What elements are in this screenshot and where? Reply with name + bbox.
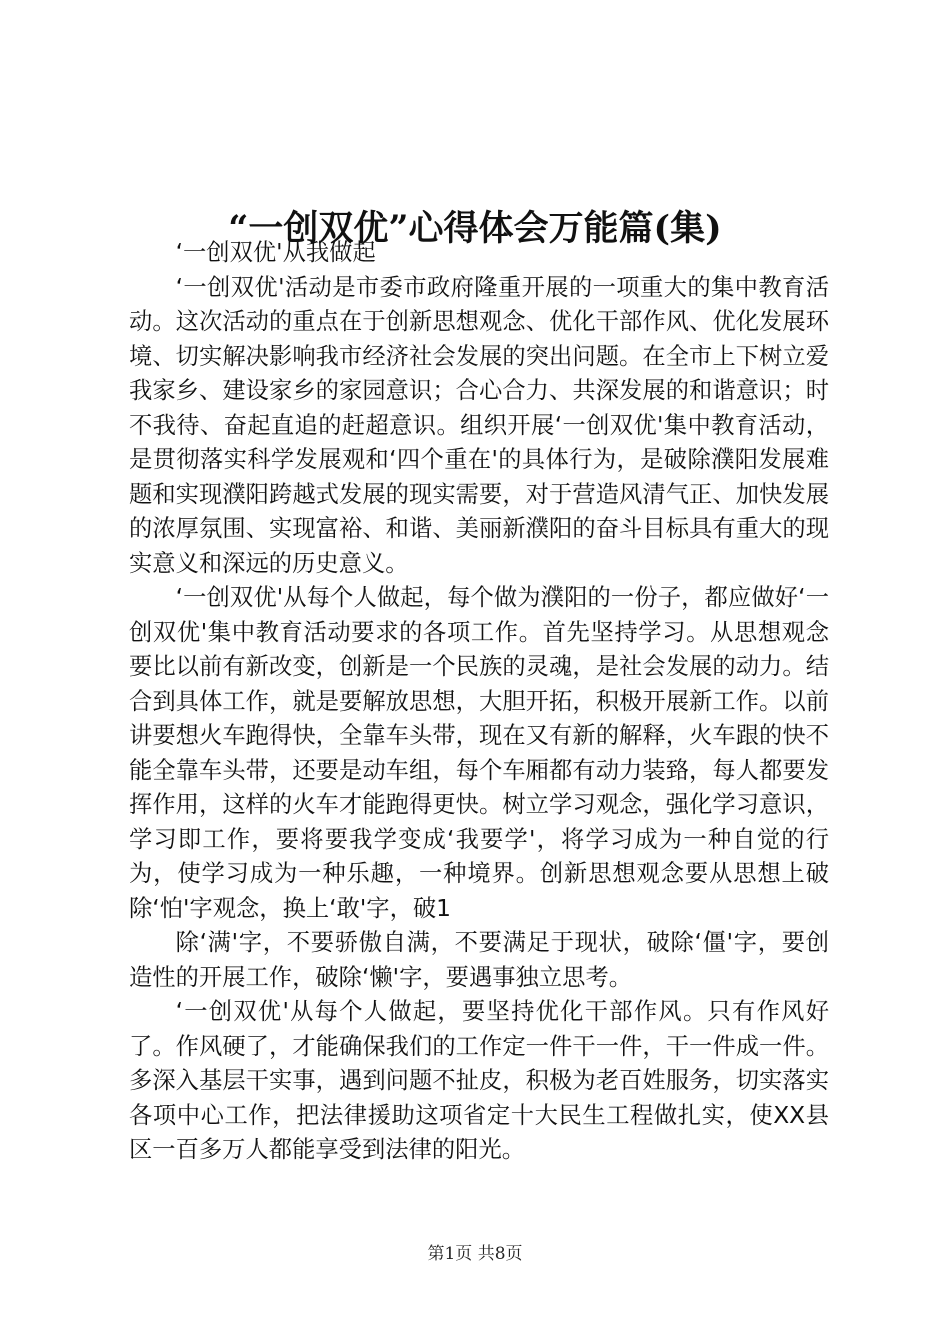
paragraph-3: 除‘满'字，不要骄傲自满，不要满足于现状，破除‘僵'字，要创造性的开展工作，破除‘懒'字，要遇事独立思考。 bbox=[129, 929, 829, 991]
document-title: “一创双优”心得体会万能篇(集) bbox=[228, 208, 722, 250]
page-number-footer: 第1页 共8页 bbox=[427, 1244, 523, 1264]
paragraph-1: ‘一创双优'活动是市委市政府隆重开展的一项重大的集中教育活动。这次活动的重点在于创新思想观念、优化干部作风、优化发展环境、切实解决影响我市经济社会发展的突出问题。在全市上下树立爱我家乡、建设家乡的家园意识；合心合力、共深发展的和谐意识；时不我待、奋起直追的赶超意识。组织开展‘一创双优'集中教育活动，是贯彻落实科学发展观和‘四个重在'的具体行为，是破除濮阳发展难题和实现濮阳跨越式发展的现实需要，对于营造风清气正、加快发展的浓厚氛围、实现富裕、和谐、美丽新濮阳的奋斗目标具有重大的现实意义和深远的历史意义。 bbox=[129, 273, 829, 577]
document-body bbox=[129, 236, 829, 1168]
paragraph-2: ‘一创双优'从每个人做起，每个做为濮阳的一份子，都应做好‘一创双优'集中教育活动要求的各项工作。首先坚持学习。从思想观念要比以前有新改变，创新是一个民族的灵魂，是社会发展的动力。结合到具体工作，就是要解放思想，大胆开拓，积极开展新工作。以前讲要想火车跑得快，全靠车头带，现在又有新的解释，火车跟的快不能全靠车头带，还要是动车组，每个车厢都有动力装臵，每人都要发挥作用，这样的火车才能跑得更快。树立学习观念，强化学习意识，学习即工作，要将要我学变成‘我要学'，将学习成为一种自觉的行为，使学习成为一种乐趣，一种境界。创新思想观念要从思想上破除‘怕'字观念，换上‘敢'字，破1 bbox=[129, 584, 829, 922]
paragraph-4: ‘一创双优'从每个人做起，要坚持优化干部作风。只有作风好了。作风硬了，才能确保我们的工作定一件干一件，干一件成一件。多深入基层干实事，遇到问题不扯皮，积极为老百姓服务，切实落实各项中心工作，把法律援助这项省定十大民生工程做扎实，使XX县区一百多万人都能享受到法律的阳光。 bbox=[129, 998, 829, 1163]
paragraph-subtitle: ‘一创双优'从我做起 bbox=[175, 239, 376, 266]
